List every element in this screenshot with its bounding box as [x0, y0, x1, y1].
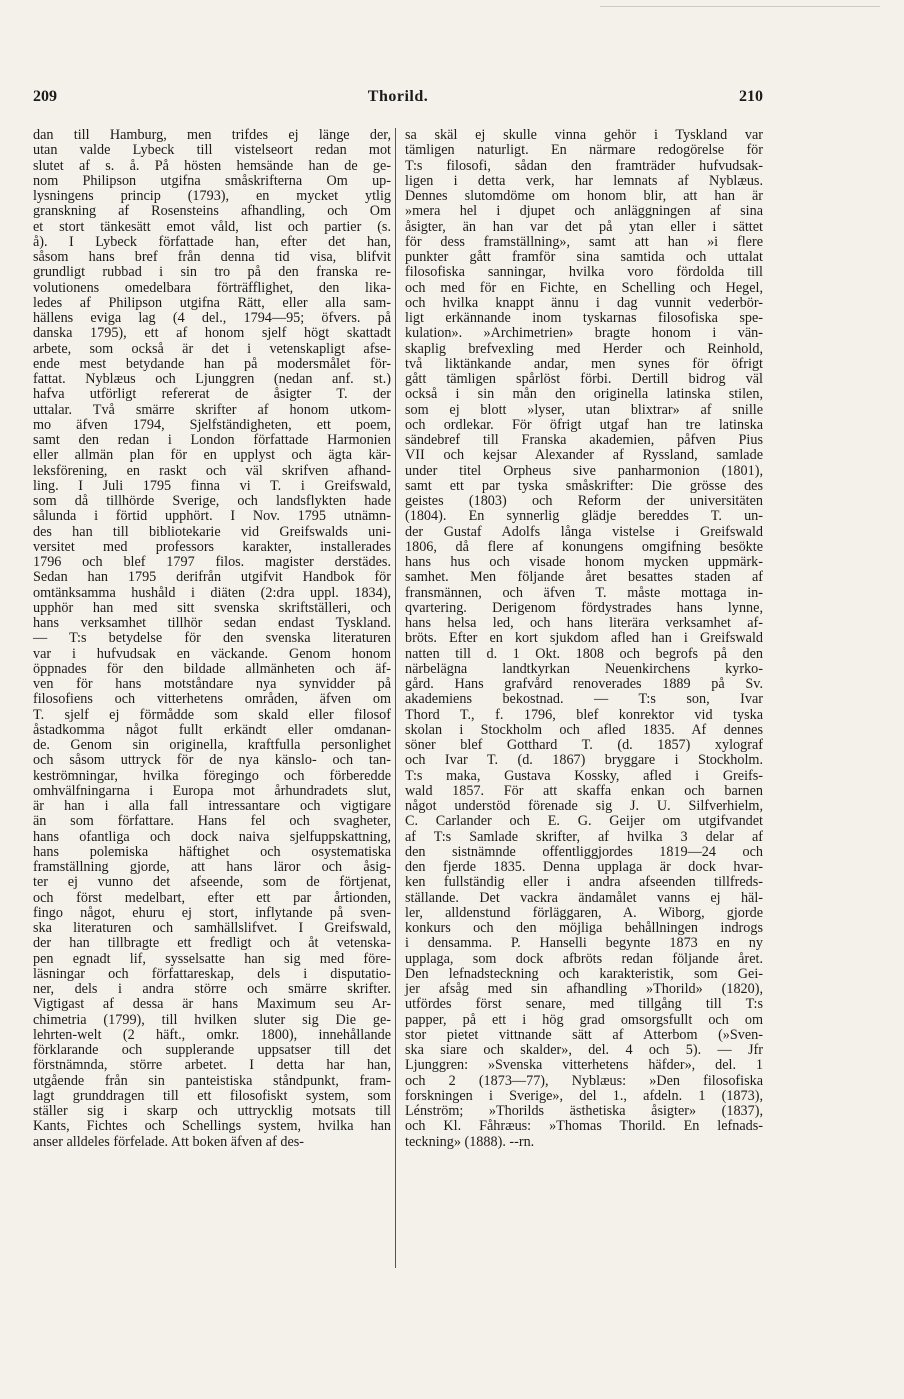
- text-line: förstnämnda, större arbetet. I detta har han,: [33, 1057, 391, 1074]
- text-line: lysningens princip (1793), en mycket ytlig: [33, 188, 391, 204]
- text-line: och Kl. Fåhræus: »Thomas Thorild. En lefnads-: [405, 1118, 763, 1135]
- text-line: å). I Lybeck författade han, efter det han,: [33, 233, 391, 250]
- text-line: kulation». »Archimetrien» bragte honom i vän-: [405, 325, 763, 342]
- column-divider: [395, 128, 396, 1268]
- text-line: (1804). En synnerlig glädje bereddes T. un-: [405, 508, 763, 525]
- text-line: skaplig brefvexling med Herder och Reinhold,: [405, 340, 763, 357]
- text-line: et stort tänkesätt emot våld, list och partier (s.: [33, 218, 391, 235]
- text-line: de. Genom sin originella, kraftfulla personlighet: [33, 737, 391, 753]
- text-line: geistes (1803) och Reform der universitäten: [405, 493, 763, 509]
- text-line: bröts. Efter en kort sjukdom afled han i Greifswald: [405, 630, 763, 647]
- text-line: uttalar. Två smärre skrifter af honom utkom-: [33, 401, 391, 418]
- text-line: C. Carlander och E. G. Geijer om utgifvandet: [405, 813, 763, 830]
- text-line: och först medelbart, efter ett par årtionden,: [33, 889, 391, 906]
- text-line: teckning» (1888). --rn.: [405, 1133, 535, 1150]
- text-line: ska siare och skalder», del. 4 och 5). — Jfr: [405, 1042, 763, 1058]
- text-line: gått tämligen spårlöst förbi. Dertill bidrog väl: [405, 371, 763, 387]
- running-title: Thorild.: [367, 88, 429, 105]
- text-line: utfördes först senare, med tillgång till T:s: [405, 996, 763, 1013]
- text-line: åsigter, än han var det på ytan eller i sättet: [405, 218, 763, 235]
- text-line: ken fullständig eller i andra afseenden tillfreds-: [405, 874, 763, 891]
- text-line: Sedan han 1795 derifrån utgifvit Handbok för: [33, 569, 391, 586]
- text-line: der han tillbragte ett fredligt och åt vetenska-: [33, 935, 391, 952]
- text-line: filosofiens och vitterhetens områden, äfven om: [33, 691, 391, 708]
- scan-artifact: [600, 6, 880, 7]
- text-line: hans verksamhet tillhör sedan endast Tyskland.: [33, 615, 391, 631]
- text-line: eller allmän plan för en upplyst och ägta kär-: [33, 447, 391, 464]
- text-line: var i hufvudsak en väckande. Genom honom: [33, 645, 391, 662]
- text-line: för dess framställning», samt att han »i flere: [405, 233, 763, 250]
- text-line: keströmningar, hvilka föregingo och förberedde: [33, 767, 391, 784]
- text-line: akademiens bekostnad. — T:s son, Ivar: [405, 691, 763, 708]
- text-line: pen egnadt lif, sysselsatte han sig med före-: [33, 950, 391, 967]
- text-line: konkurs och den möjliga behållningen indrogs: [405, 920, 763, 936]
- text-line: Lénström; »Thorilds ästhetiska åsigter» (1837),: [405, 1103, 763, 1119]
- page-number-right: 210: [739, 88, 763, 105]
- text-line: upplaga, som dock afbröts redan följande året.: [405, 950, 763, 967]
- text-line: och ordlekar. För öfrigt utgaf han tre latinska: [405, 416, 763, 433]
- text-line: hans hus och visade honom mycken uppmärk-: [405, 554, 763, 570]
- text-line: hällens eviga lag (4 del., 1794—95; öfvers. på: [33, 310, 391, 326]
- text-line: samt ett par tyska småskrifter: Die grösse des: [405, 477, 763, 494]
- text-line: som ej blott »lyser, utan blixtrar» af snille: [405, 401, 763, 418]
- text-line: danska 1795), ett af honom sjelf högt skattadt: [33, 325, 391, 342]
- text-line: läsningar och författareskap, dels i disputatio-: [33, 965, 391, 982]
- text-line: granskning af Rosensteins afhandling, och Om: [33, 203, 391, 220]
- text-line: hans helsa led, och hans literära verksamhet af-: [405, 615, 763, 631]
- text-line: fingo något, ehuru ej stort, inflytande på sven-: [33, 904, 391, 921]
- text-line: öppnades för den bildade allmänheten och äf-: [33, 660, 391, 677]
- text-line: slutet af s. å. På hösten hemsände han de ge-: [33, 157, 391, 174]
- text-line: mo äfven 1794, Sjelfständigheten, ett poem,: [33, 416, 391, 433]
- text-line: ledes af Philipson utgifna Rätt, eller alla sam-: [33, 294, 391, 311]
- text-line: omtänksamma hushåld i diäten (2:dra uppl. 1834),: [33, 584, 391, 601]
- text-line: två liktänkande andar, men synes för öfrigt: [405, 355, 763, 372]
- page-number-left: 209: [33, 88, 57, 105]
- text-line: och hvilka knappt ännu i dag vunnit vederbör-: [405, 294, 763, 311]
- text-line: närbelägna landtkyrkan Neuenkirchens kyrko-: [405, 660, 763, 677]
- text-line: leksförening, en raskt och väl skrifven afhand-: [33, 462, 391, 479]
- text-line: Den lefnadsteckning och karakteristik, som Gei-: [405, 965, 763, 982]
- text-line: versitet med professors karakter, installerades: [33, 538, 391, 555]
- text-line: och 2 (1873—77), Nyblæus: »Den filosofiska: [405, 1072, 763, 1089]
- page-header: [33, 88, 763, 112]
- right-text-column: [405, 128, 763, 1150]
- text-line: framställning gjorde, att hans läror och åsig-: [33, 859, 391, 875]
- text-line: också i sin mån den originella latinska stilen,: [405, 386, 763, 403]
- text-line: ner, dels i andra större och smärre skrifter.: [33, 981, 391, 997]
- text-line: ställande. Det vackra ändamålet vanns ej häl-: [405, 889, 763, 906]
- text-line: grundligt rubbad i sin tro på den franska re-: [33, 264, 391, 281]
- text-line: ling. I Juli 1795 finna vi T. i Greifswald,: [33, 477, 391, 494]
- text-line: i densamma. P. Hanselli begynte 1873 en ny: [405, 935, 763, 952]
- text-line: och såsom uttryck för de nya känslo- och tan-: [33, 752, 391, 769]
- text-line: volutionens omedelbara förträfflighet, den lika-: [33, 279, 391, 296]
- text-line: är han i alla fall intressantare och vigtigare: [33, 798, 391, 814]
- text-line: »mera hel i djupet och anläggningen af sina: [405, 203, 763, 220]
- text-line: omhvälfningarna i Europa mot århundradets slut,: [33, 782, 391, 799]
- text-line: qvartering. Derigenom fördystrades hans lynne,: [405, 599, 763, 616]
- text-line: af T:s Samlade skrifter, af hvilka 3 delar af: [405, 828, 763, 845]
- text-line: chimetria (1799), till hvilken sluter sig Die ge-: [33, 1011, 391, 1028]
- text-line: Thord T., f. 1796, blef konrektor vid tyska: [405, 706, 763, 723]
- text-line: som då tillhörde Sverige, och landsflykten hade: [33, 493, 391, 509]
- text-line: söner blef Gotthard T. (d. 1857) xylograf: [405, 737, 763, 753]
- text-line: sålunda i förtid upphört. I Nov. 1795 utnämn-: [33, 508, 391, 525]
- text-line: skolan i Stockholm och afled 1835. Af dennes: [405, 721, 763, 738]
- text-line: natten till d. 1 Okt. 1808 och begrofs på den: [405, 645, 763, 662]
- text-line: papper, på ett i hög grad omsorgsfullt och om: [405, 1011, 763, 1028]
- text-line: den fjerde 1835. Denna upplaga är dock hvar-: [405, 859, 763, 875]
- left-text-column: [33, 128, 391, 1150]
- text-line: åstadkomma något fullt erkändt eller omdanan-: [33, 721, 391, 738]
- text-line: wald 1857. För att skaffa enkan och barnen: [405, 782, 763, 799]
- text-line: — T:s betydelse för den svenska literaturen: [33, 630, 391, 647]
- text-line: upphör han med sitt svenska skriftställeri, och: [33, 599, 391, 616]
- text-line: T:s maka, Gustava Kossky, afled i Greifs-: [405, 767, 763, 784]
- text-line: sändebref till Franska akademien, påfven Pius: [405, 432, 763, 448]
- text-line: ler, alldenstund förläggaren, A. Wiborg, gjorde: [405, 904, 763, 921]
- text-line: under titel Orpheus sive panharmonion (1801),: [405, 462, 763, 479]
- text-line: 1796 och blef 1797 filos. magister derstädes.: [33, 554, 391, 570]
- text-line: förklarande och supplerande uppsatser till det: [33, 1042, 391, 1058]
- text-line: fransmännen, och äfven T. måste mottaga in-: [405, 584, 763, 601]
- text-line: tämligen naturligt. En närmare redogörelse för: [405, 142, 763, 159]
- text-line: samt den redan i London författade Harmonien: [33, 432, 391, 448]
- text-line: anser alldeles förfelade. Att boken äfven af des-: [33, 1133, 305, 1150]
- text-line: hans ofantliga och dock naiva sjelfuppskattning,: [33, 828, 391, 845]
- text-line: ska literaturen och samhällslifvet. I Greifswald,: [33, 920, 391, 936]
- text-line: stor pietet vittnande sätt af Atterbom (»Sven-: [405, 1026, 763, 1043]
- text-line: des han till bibliotekarie vid Greifswalds uni-: [33, 523, 391, 540]
- text-line: lehrten-welt (2 häft., omkr. 1800), innehållande: [33, 1026, 391, 1043]
- text-line: och med för en Fichte, en Schelling och Hegel,: [405, 279, 763, 296]
- text-line: T. sjelf ej förmådde som skald eller filosof: [33, 706, 391, 723]
- text-line: sa skäl ej skulle vinna gehör i Tyskland var: [405, 127, 763, 143]
- text-line: dan till Hamburg, men trifdes ej länge der,: [33, 127, 391, 143]
- text-line: ligen i detta verk, har lemnats af Nyblæus.: [405, 172, 763, 189]
- text-line: Dennes slutomdöme om honom blir, att han är: [405, 188, 763, 204]
- text-line: såsom hans bref från denna tid visa, blifvit: [33, 249, 391, 265]
- text-line: utgående från sin panteistiska ståndpunkt, fram-: [33, 1072, 391, 1089]
- text-line: samhet. Men följande året besattes staden af: [405, 569, 763, 586]
- text-line: Vigtigast af dessa är hans Maximum seu Ar-: [33, 996, 391, 1013]
- text-line: lagt grunddragen till ett filosofiskt system, som: [33, 1087, 391, 1104]
- text-line: hans polemiska häftighet och osystematiska: [33, 843, 391, 860]
- text-line: gård. Hans grafvård renoverades 1889 på Sv.: [405, 676, 763, 692]
- text-line: arbete, som också är det i vetenskapligt afse-: [33, 340, 391, 357]
- text-line: T:s filosofi, sådan den framträder hufvudsak-: [405, 157, 763, 174]
- text-line: Kants, Fichtes och Schellings system, hvilka han: [33, 1118, 391, 1135]
- text-line: jer afsåg med sin afhandling »Thorild» (1820),: [405, 981, 763, 997]
- text-line: den sistnämnde offentliggjordes 1819—24 och: [405, 843, 763, 860]
- text-line: ställer sig i skarp och uttrycklig motsats till: [33, 1103, 391, 1119]
- text-line: ter ej vunno det afseende, som de förtjenat,: [33, 874, 391, 891]
- text-line: VII och kejsar Alexander af Ryssland, samlade: [405, 447, 763, 464]
- text-line: forskningen i Sverige», del 1., afdeln. 1 (1873),: [405, 1087, 763, 1104]
- text-line: något understöd förenade sig J. U. Silfverhielm,: [405, 798, 763, 814]
- text-line: punkter gått framför sina samtida och uttalat: [405, 249, 763, 265]
- text-line: 1806, då flere af konungens omgifning besökte: [405, 538, 763, 555]
- text-line: fattat. Nyblæus och Ljunggren (nedan anf. st.): [33, 371, 391, 387]
- text-line: filosofiska sanningar, hvilka voro fördolda till: [405, 264, 763, 281]
- text-line: och Ivar T. (d. 1867) bryggare i Stockholm.: [405, 752, 763, 769]
- text-line: ven för hans motståndare nya synvidder på: [33, 676, 391, 692]
- text-line: ligt erkännande inom tyskarnas filosofiska spe-: [405, 310, 763, 326]
- text-line: utan valde Lybeck till vistelseort redan mot: [33, 142, 391, 159]
- text-line: ende mest betydande han på modersmålet för-: [33, 355, 391, 372]
- text-line: nom Philipson utgifna småskrifterna Om up-: [33, 172, 391, 189]
- text-line: hafva utförligt refererat de åsigter T. der: [33, 386, 391, 403]
- text-line: Ljunggren: »Svenska vitterhetens häfder», del. 1: [405, 1057, 763, 1074]
- text-line: än som författare. Hans fel och svagheter,: [33, 813, 391, 830]
- text-line: der Gustaf Adolfs långa vistelse i Greifswald: [405, 523, 763, 540]
